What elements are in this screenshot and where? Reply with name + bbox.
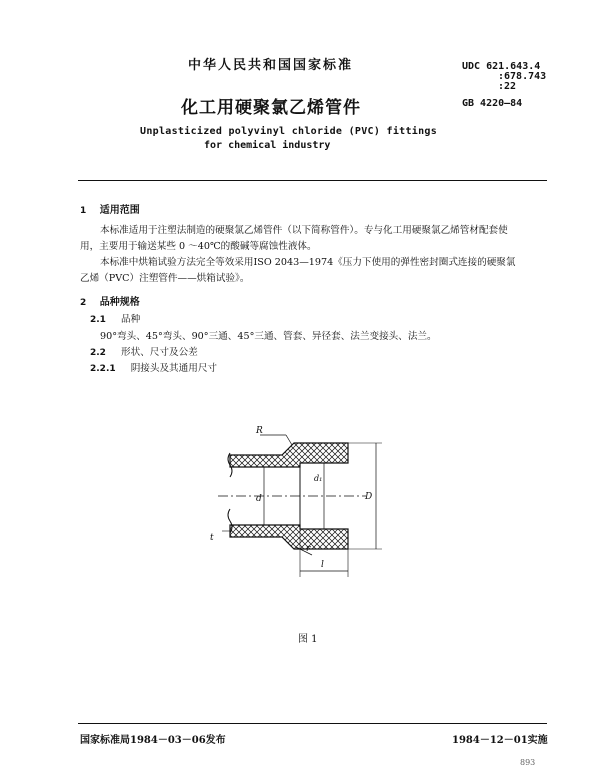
issue-date: 国家标准局1984－03－06发布	[80, 735, 226, 746]
dim-label-l: l	[321, 560, 324, 570]
document-title: 化工用硬聚氯乙烯管件	[181, 98, 361, 118]
fitting-wall-top	[230, 443, 348, 467]
dim-label-t: t	[210, 533, 214, 543]
subsection-number: 2.2.1	[90, 364, 116, 374]
figure-caption: 图 1	[298, 634, 318, 645]
english-title-line2: for chemical industry	[204, 140, 331, 151]
section-title: 品种规格	[99, 297, 140, 308]
paragraph-line: 本标准适用于注塑法制造的硬聚氯乙烯管件（以下简称管件）。专与化工用硬聚氯乙烯管材配套使	[100, 225, 508, 236]
paragraph-line: 本标准中烘箱试验方法完全等效采用ISO 2043—1974《压力下使用的弹性密封圈式连接的硬聚氯	[100, 257, 516, 268]
gb-number: GB 4220—84	[462, 98, 523, 109]
section-number: 1	[80, 206, 87, 216]
header-rule	[78, 180, 547, 181]
footer-rule	[78, 723, 547, 724]
paragraph-line: 乙烯（PVC）注塑管件——烘箱试验》。	[80, 273, 250, 284]
dim-label-D: D	[365, 492, 373, 502]
dim-label-R: R	[256, 426, 263, 436]
fitting-wall-bottom	[230, 525, 348, 549]
section-2-heading	[80, 293, 140, 308]
udc-line: :678.743	[498, 71, 547, 82]
leader-line	[286, 435, 292, 445]
udc-line: :22	[498, 81, 517, 92]
section-title: 适用范围	[99, 205, 140, 216]
subsection-title: 阴接头及其通用尺寸	[130, 363, 218, 374]
section-1-heading	[80, 201, 140, 216]
subsection-number: 2.2	[90, 348, 106, 358]
paragraph-line: 用，主要用于输送某些 0 ～40℃的酸碱等腐蚀性液体。	[80, 241, 317, 252]
dim-label-d: d	[256, 494, 262, 504]
udc-line: UDC 621.643.4	[462, 61, 541, 72]
udc-code	[462, 62, 546, 92]
english-title-line1: Unplasticized polyvinyl chloride (PVC) fittings	[140, 126, 438, 137]
socket-joint-drawing	[200, 415, 420, 590]
subsection-title: 形状、尺寸及公差	[121, 347, 198, 358]
effective-date: 1984－12－01实施	[452, 735, 548, 746]
subsection-2-2-1	[90, 360, 217, 374]
page-stamp: 893	[520, 758, 536, 767]
subsection-2-2	[90, 344, 198, 358]
subsection-title: 品种	[121, 314, 141, 325]
standard-name: 中华人民共和国国家标准	[188, 58, 354, 73]
subsection-2-1	[90, 311, 140, 325]
dim-label-r: r	[306, 544, 311, 554]
section-number: 2	[80, 298, 87, 308]
subsection-number: 2.1	[90, 315, 106, 325]
fitting-types-list: 90°弯头、45°弯头、90°三通、45°三通、管套、异径套、法兰变接头、法兰。	[100, 331, 437, 342]
dim-label-d1: d₁	[314, 474, 323, 483]
